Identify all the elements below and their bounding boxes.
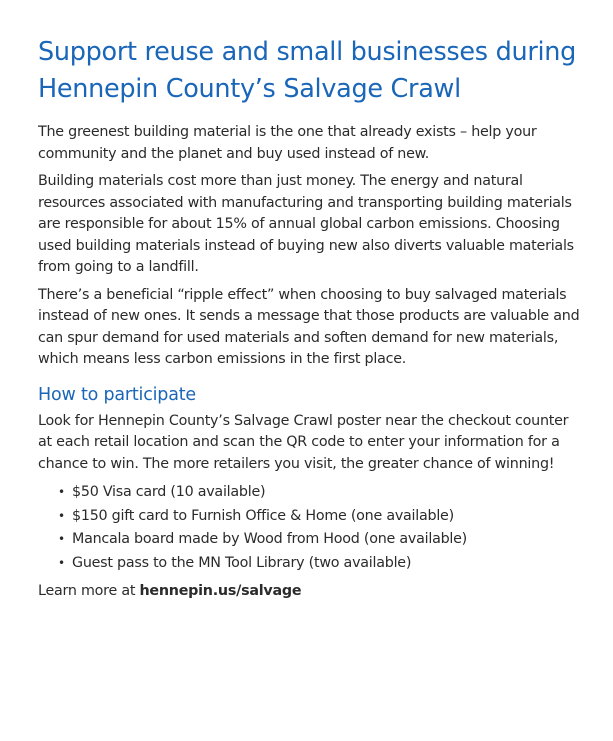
prize-item-visa-card	[60, 481, 585, 505]
bullet-icon: •	[58, 485, 65, 499]
cost-paragraph: Building materials cost more than just money. The energy and natural resources associated with manufacturing and transporting building materials are responsible for about 15% of annual global carbon emissions. Choosing used building materials instead of buying new also diverts valuable materials from going to a landfill.	[38, 173, 574, 275]
prize-label: Mancala board made by Wood from Hood (one available)	[72, 531, 467, 547]
prize-item-gift-card	[60, 505, 585, 529]
prize-label: $50 Visa card (10 available)	[72, 484, 266, 500]
ripple-effect-paragraph: There’s a beneficial “ripple effect” when choosing to buy salvaged materials instead of new ones. It sends a message that those products are valuable and can spur demand for used materials and soften demand for new materials, which means less carbon emissions in the first place.	[38, 286, 580, 367]
learn-more-prefix: Learn more at	[38, 583, 140, 599]
bullet-icon: •	[58, 508, 65, 523]
prize-label: Guest pass to the MN Tool Library (two available)	[72, 554, 412, 571]
prize-label: $150 gift card to Furnish Office & Home (one available)	[72, 507, 454, 524]
participate-paragraph: Look for Hennepin County’s Salvage Crawl poster near the checkout counter at each retail location and scan the QR code to enter your information for a chance to win. The more retailers you visit, the greater chance of winning!	[38, 412, 569, 472]
learn-more-line	[38, 581, 585, 603]
prize-item-guest-pass	[60, 552, 585, 576]
bullet-icon: •	[58, 532, 65, 546]
how-to-participate-heading: How to participate	[38, 384, 196, 405]
page-title: Support reuse and small businesses during Hennepin County’s Salvage Crawl	[38, 37, 577, 104]
bullet-icon: •	[58, 555, 65, 570]
prize-list	[38, 481, 585, 575]
prize-item-mancala-board	[60, 528, 585, 552]
salvage-link[interactable]: hennepin.us/salvage	[139, 583, 302, 599]
intro-paragraph: The greenest building material is the one that already exists – help your community and the planet and buy used instead of new.	[38, 124, 537, 162]
